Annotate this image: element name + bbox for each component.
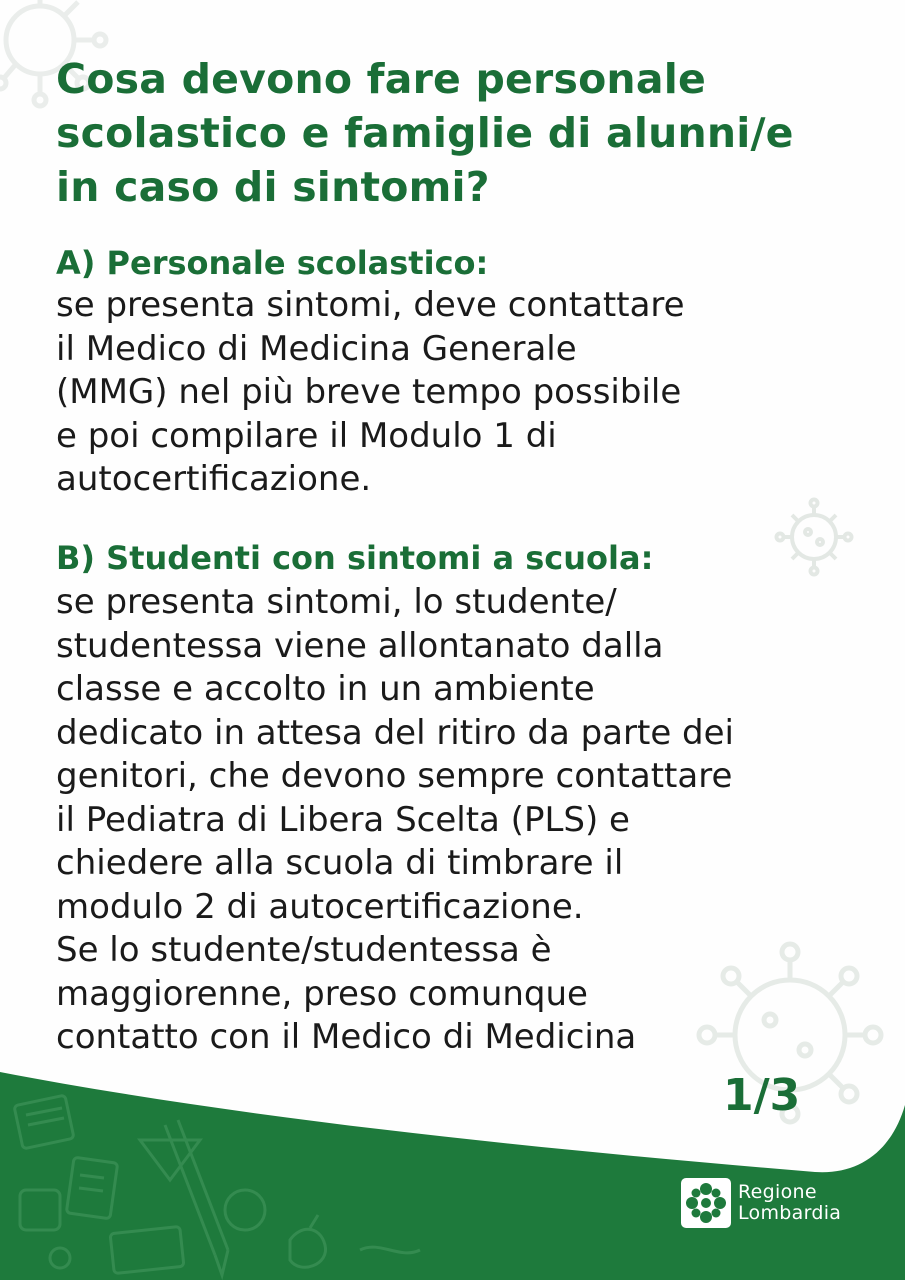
page-title (56, 52, 876, 214)
section-b-line-5: genitori, che devono sempre contattare (56, 756, 733, 796)
title-line-1: Cosa devono fare personale (56, 55, 706, 103)
section-b-line-4: dedicato in attesa del ritiro da parte dei (56, 712, 734, 753)
logo-wordmark (738, 1182, 841, 1224)
section-a-line-2: il Medico di Medicina Generale (56, 328, 577, 369)
virus-decoration-right (777, 500, 852, 575)
section-a-line-4: e poi compilare il Modulo 1 di (56, 415, 557, 456)
section-b-line-8: modulo 2 di autocertificazione. (56, 886, 584, 927)
section-a-line-3: (MMG) nel più breve tempo possibile (56, 372, 682, 412)
section-b-line-11: contatto con il Medico di Medicina (56, 1017, 637, 1057)
section-a-body (56, 284, 685, 502)
regione-lombardia-cross-icon (681, 1178, 731, 1228)
section-b-line-10: maggiorenne, preso comunque (56, 973, 588, 1014)
section-b-line-1: se presenta sintomi, lo studente/ (56, 582, 617, 622)
section-b-line-7: chiedere alla scuola di timbrare il (56, 843, 624, 883)
section-b-line-2: studentessa viene allontanato dalla (56, 625, 664, 666)
section-a-heading: A) Personale scolastico: (56, 244, 489, 282)
section-b-line-6: il Pediatra di Libera Scelta (PLS) e (56, 799, 630, 840)
page-indicator: 1/3 (723, 1070, 801, 1121)
section-b-line-3: classe e accolto in un ambiente (56, 669, 595, 709)
title-line-2: scolastico e famiglie di alunni/e (56, 109, 794, 157)
section-a-line-5: autocertificazione. (56, 459, 372, 499)
logo-line-2: Lombardia (738, 1202, 842, 1224)
title-line-3: in caso di sintomi? (56, 163, 490, 211)
regione-lombardia-logo (681, 1178, 881, 1230)
section-b-line-9: Se lo studente/studentessa è (56, 930, 552, 970)
section-a-line-1: se presenta sintomi, deve contattare (56, 285, 685, 325)
section-b-body (56, 581, 734, 1060)
logo-line-1: Regione (738, 1181, 817, 1203)
section-b-heading: B) Studenti con sintomi a scuola: (56, 539, 654, 577)
